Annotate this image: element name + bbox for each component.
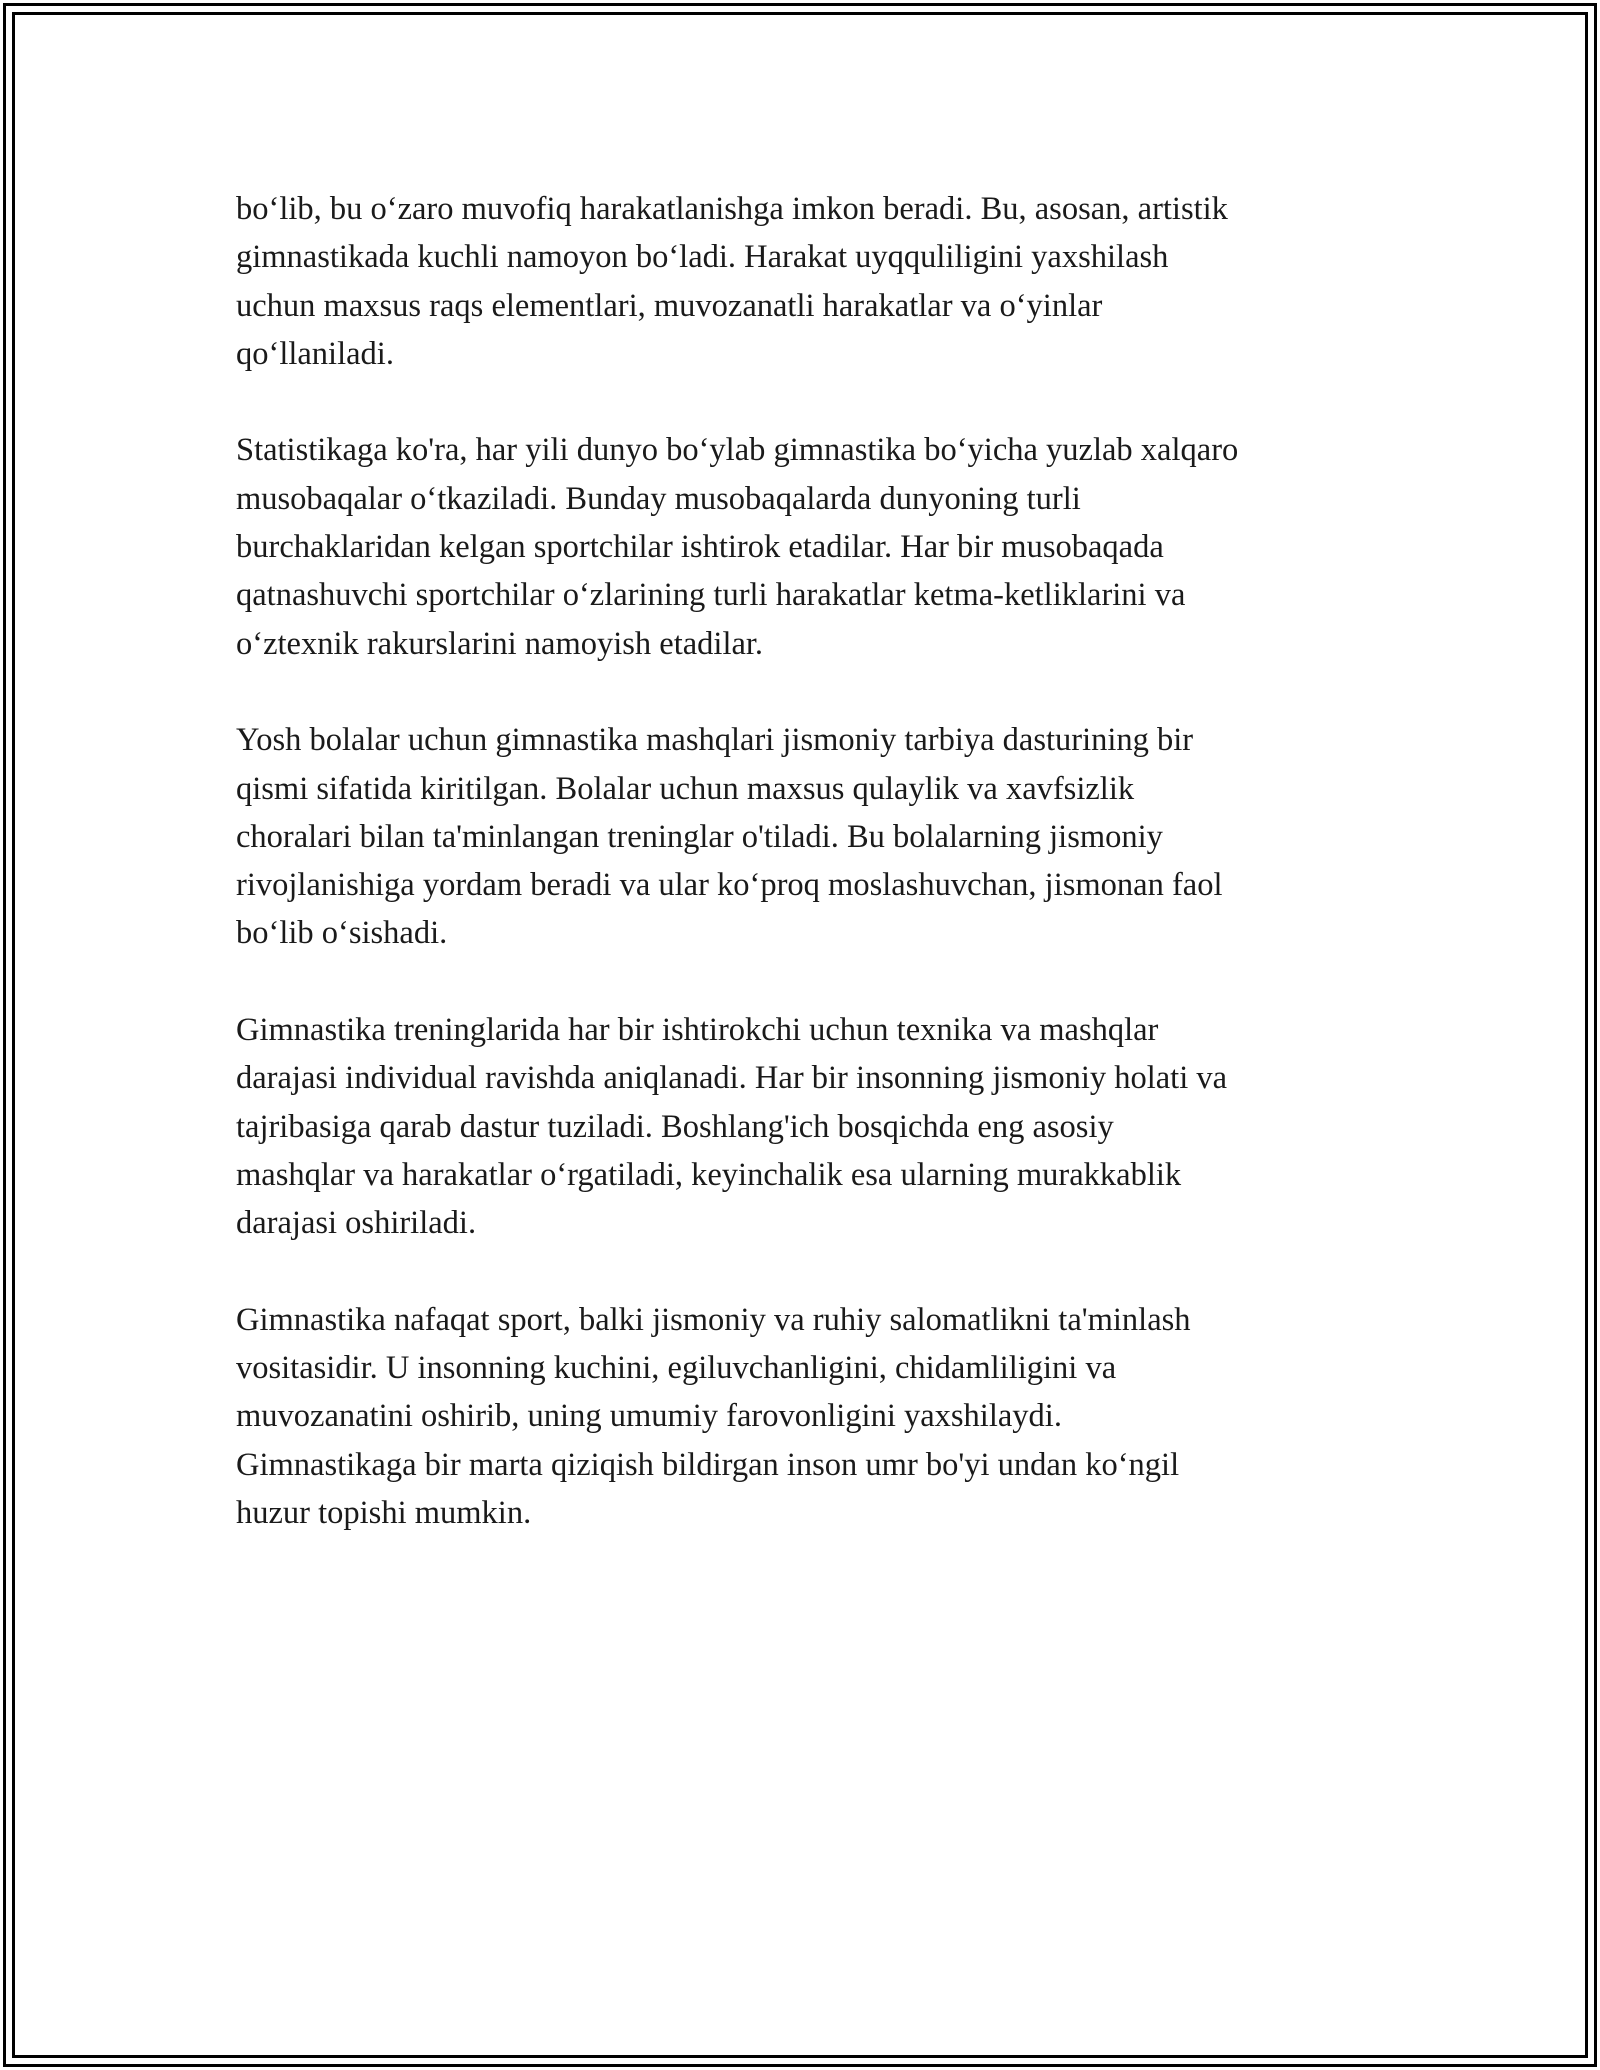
text-line: rivojlanishiga yordam beradi va ular ko‘proq moslashuvchan, jismonan faol	[236, 867, 1223, 904]
text-line: choralari bilan ta'minlangan treninglar o'tiladi. Bu bolalarning jismoniy	[236, 818, 1163, 855]
paragraph	[236, 426, 1386, 667]
text-line: Gimnastikaga bir marta qiziqish bildirgan inson umr bo'yi undan ko‘ngil	[236, 1446, 1180, 1483]
paragraph	[236, 1006, 1386, 1247]
text-line: burchaklaridan kelgan sportchilar ishtirok etadilar. Har bir musobaqada	[236, 529, 1164, 566]
paragraph	[236, 716, 1386, 957]
paragraph	[236, 1296, 1386, 1537]
text-line: qismi sifatida kiritilgan. Bolalar uchun maxsus qulaylik va xavfsizlik	[236, 770, 1135, 807]
text-line: o‘ztexnik rakurslarini namoyish etadilar.	[236, 625, 764, 662]
text-line: vositasidir. U insonning kuchini, egiluvchanligini, chidamliligini va	[236, 1350, 1117, 1387]
text-line: qatnashuvchi sportchilar o‘zlarining turli harakatlar ketma-ketliklarini va	[236, 577, 1186, 614]
text-line: Yosh bolalar uchun gimnastika mashqlari jismoniy tarbiya dasturining bir	[236, 722, 1194, 759]
text-line: qo‘llaniladi.	[236, 335, 394, 372]
text-line: huzur topishi mumkin.	[236, 1495, 532, 1532]
text-line: darajasi individual ravishda aniqlanadi. Har bir insonning jismoniy holati va	[236, 1060, 1228, 1097]
paragraph	[236, 185, 1386, 378]
text-line: muvozanatini oshirib, uning umumiy farovonligini yaxshilaydi.	[236, 1398, 1062, 1435]
text-line: bo‘lib o‘sishadi.	[236, 915, 448, 952]
text-line: Gimnastika treninglarida har bir ishtirokchi uchun texnika va mashqlar	[236, 1012, 1159, 1049]
text-line: tajribasiga qarab dastur tuziladi. Boshlang'ich bosqichda eng asosiy	[236, 1108, 1114, 1145]
text-line: Gimnastika nafaqat sport, balki jismoniy va ruhiy salomatlikni ta'minlash	[236, 1301, 1191, 1338]
text-line: mashqlar va harakatlar o‘rgatiladi, keyinchalik esa ularning murakkablik	[236, 1156, 1182, 1193]
document-body	[236, 185, 1386, 1586]
text-line: bo‘lib, bu o‘zaro muvofiq harakatlanishga imkon beradi. Bu, asosan, artistik	[236, 191, 1228, 227]
text-line: Statistikaga ko'ra, har yili dunyo bo‘ylab gimnastika bo‘yicha yuzlab xalqaro	[236, 432, 1239, 469]
text-line: uchun maxsus raqs elementlari, muvozanatli harakatlar va o‘yinlar	[236, 287, 1103, 324]
text-line: gimnastikada kuchli namoyon bo‘ladi. Harakat uyqquliligini yaxshilash	[236, 239, 1169, 276]
text-line: darajasi oshiriladi.	[236, 1205, 477, 1242]
text-line: musobaqalar o‘tkaziladi. Bunday musobaqalarda dunyoning turli	[236, 480, 1081, 517]
